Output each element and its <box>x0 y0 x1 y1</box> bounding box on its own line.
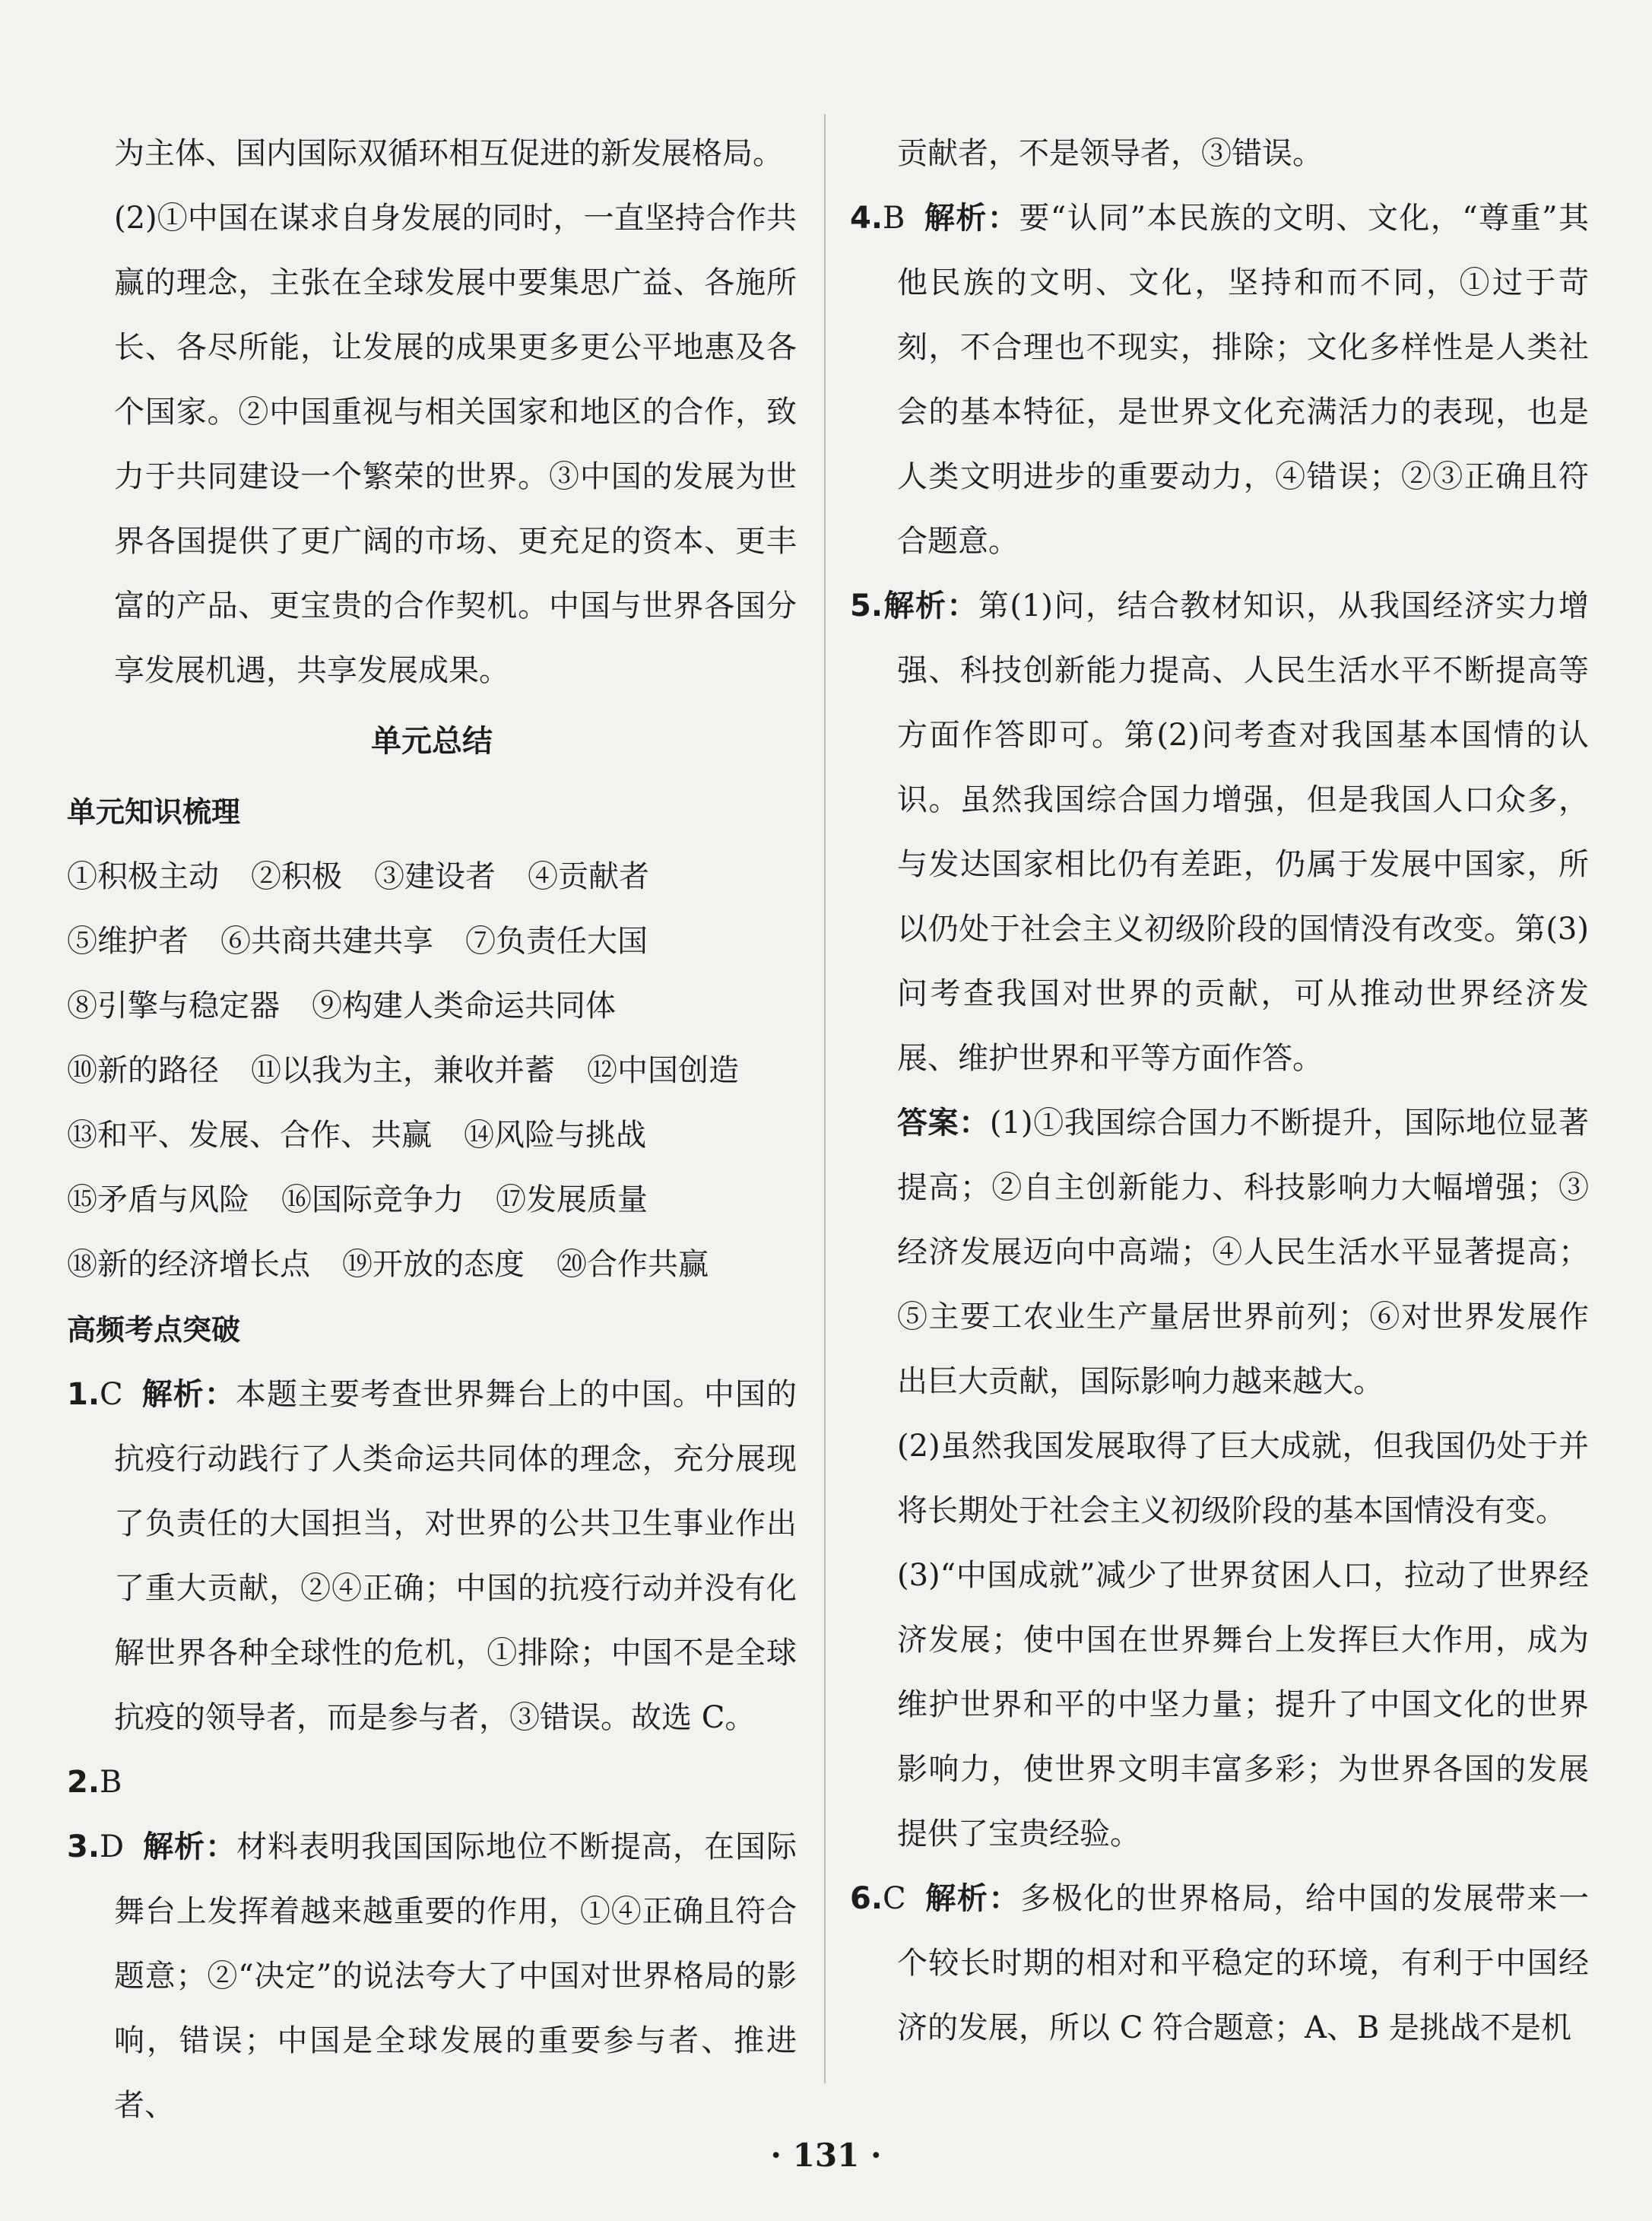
knowledge-item: ④贡献者 <box>528 859 649 894</box>
page-number: · 131 · <box>770 2137 882 2174</box>
knowledge-item: ⑱新的经济增长点 <box>67 1247 310 1282</box>
knowledge-row <box>67 909 797 974</box>
answer-text-2: (2)虽然我国发展取得了巨大成就，但我国仍处于并将长期处于社会主义初级阶段的基本国情没有变。 <box>897 1429 1589 1528</box>
analysis-label: 解析： <box>141 1377 236 1412</box>
answer-text-1: (1)①我国综合国力不断提升，国际地位显著提高；②自主创新能力、科技影响力大幅增强；③经济发展迈向中高端；④人民生活水平显著提高；⑤主要工农业生产量居世界前列；⑥对世界发展作出巨大贡献，国际影响力越来越大。 <box>897 1106 1589 1399</box>
question-3 <box>67 1815 797 2138</box>
highfreq-heading: 高频考点突破 <box>67 1313 241 1347</box>
knowledge-row <box>67 1039 797 1103</box>
analysis-text: 要“认同”本民族的文明、文化，“尊重”其他民族的文明、文化，坚持和而不同，①过于苛刻，不合理也不现实，排除；文化多样性是人类社会的基本特征，是世界文化充满活力的表现，也是人类文明进步的重要动力，④错误；②③正确且符合题意。 <box>897 201 1590 559</box>
answer-text-3: (3)“中国成就”减少了世界贫困人口，拉动了世界经济发展；使中国在世界舞台上发挥巨大作用，成为维护世界和平的中坚力量；提升了中国文化的世界影响力，使世界文明丰富多彩；为世界各国的发展提供了宝贵经验。 <box>897 1558 1589 1851</box>
question-5 <box>850 574 1589 1091</box>
knowledge-row <box>67 1233 797 1297</box>
answer-letter: C <box>883 1881 906 1916</box>
question-number: 4. <box>850 201 883 236</box>
analysis-text: 多极化的世界格局，给中国的发展带来一个较长时期的相对和平稳定的环境，有利于中国经济的发展，所以 C 符合题意；A、B 是挑战不是机 <box>897 1881 1590 2045</box>
question-4 <box>850 186 1589 574</box>
knowledge-item: ⑤维护者 <box>67 924 189 959</box>
question-number: 6. <box>850 1881 883 1916</box>
analysis-label: 解析： <box>924 1881 1021 1916</box>
knowledge-item: ③建设者 <box>374 859 496 894</box>
question-number: 2. <box>67 1765 100 1800</box>
column-divider <box>824 114 826 2083</box>
analysis-text: 本题主要考查世界舞台上的中国。中国的抗疫行动践行了人类命运共同体的理念，充分展现了负责任的大国担当，对世界的公共卫生事业作出了重大贡献，②④正确；中国的抗疫行动并没有化解世界各种全球性的危机，①排除；中国不是全球抗疫的领导者，而是参与者，③错误。故选 C。 <box>114 1377 797 1735</box>
question-number: 1. <box>67 1377 100 1412</box>
knowledge-list <box>67 845 797 1297</box>
knowledge-item: ②积极 <box>251 859 342 894</box>
answer-block <box>850 1091 1589 1414</box>
knowledge-item: ⑬和平、发展、合作、共赢 <box>67 1118 432 1153</box>
question-number: 3. <box>67 1829 100 1864</box>
question-6 <box>850 1867 1589 2061</box>
analysis-text: 第(1)问，结合教材知识，从我国经济实力增强、科技创新能力提高、人民生活水平不断提高等方面作答即可。第(2)问考查对我国基本国情的认识。虽然我国综合国力增强，但是我国人口众多，与发达国家相比仍有差距，仍属于发展中国家，所以仍处于社会主义初级阶段的国情没有改变。第(3)问考查我国对世界的贡献，可从推动世界经济发展、维护世界和平等方面作答。 <box>897 589 1589 1076</box>
knowledge-item: ⑯国际竞争力 <box>281 1182 464 1217</box>
left-column <box>67 122 797 2138</box>
answer-letter: C <box>100 1377 123 1412</box>
knowledge-heading: 单元知识梳理 <box>67 795 241 829</box>
answer-letter: B <box>883 201 905 236</box>
analysis-label: 解析： <box>923 201 1019 236</box>
question-2 <box>67 1750 797 1815</box>
question-1 <box>67 1363 797 1750</box>
analysis-text: 材料表明我国国际地位不断提高，在国际舞台上发挥着越来越重要的作用，①④正确且符合题意；②“决定”的说法夸大了中国对世界格局的影响，错误；中国是全球发展的重要参与者、推进者、 <box>114 1829 797 2123</box>
knowledge-item: ⑮矛盾与风险 <box>67 1182 249 1217</box>
knowledge-row <box>67 845 797 909</box>
analysis-label: 解析： <box>142 1829 237 1864</box>
continued-line: 为主体、国内国际双循环相互促进的新发展格局。 <box>114 136 783 171</box>
knowledge-item: ⑪以我为主，兼收并蓄 <box>251 1053 555 1088</box>
knowledge-item: ⑨构建人类命运共同体 <box>312 988 616 1023</box>
knowledge-item: ⑳合作共赢 <box>556 1247 709 1282</box>
question-number: 5. <box>850 589 883 623</box>
knowledge-row <box>67 974 797 1039</box>
knowledge-item: ⑭风险与挑战 <box>464 1118 646 1153</box>
knowledge-item: ①积极主动 <box>67 859 219 894</box>
knowledge-item: ⑥共商共建共享 <box>220 924 433 959</box>
answer-letter: B <box>100 1765 122 1800</box>
knowledge-item: ⑰发展质量 <box>496 1182 648 1217</box>
answer-label: 答案： <box>897 1106 990 1141</box>
paragraph-2: (2)①中国在谋求自身发展的同时，一直坚持合作共赢的理念，主张在全球发展中要集思广益、各施所长、各尽所能，让发展的成果更多更公平地惠及各个国家。②中国重视与相关国家和地区的合作，致力于共同建设一个繁荣的世界。③中国的发展为世界各国提供了更广阔的市场、更充足的资本、更丰富的产品、更宝贵的合作契机。中国与世界各国分享发展机遇，共享发展成果。 <box>114 201 797 688</box>
knowledge-row <box>67 1168 797 1233</box>
knowledge-item: ⑦负责任大国 <box>465 924 648 959</box>
knowledge-row <box>67 1103 797 1168</box>
knowledge-item: ⑩新的路径 <box>67 1053 219 1088</box>
knowledge-item: ⑲开放的态度 <box>342 1247 525 1282</box>
answer-letter: D <box>100 1829 125 1864</box>
knowledge-item: ⑧引擎与稳定器 <box>67 988 280 1023</box>
analysis-label: 解析： <box>883 589 978 623</box>
knowledge-item: ⑫中国创造 <box>587 1053 739 1088</box>
right-column <box>850 122 1589 2061</box>
section-title: 单元总结 <box>371 724 493 759</box>
continued-line: 贡献者，不是领导者，③错误。 <box>897 136 1323 171</box>
